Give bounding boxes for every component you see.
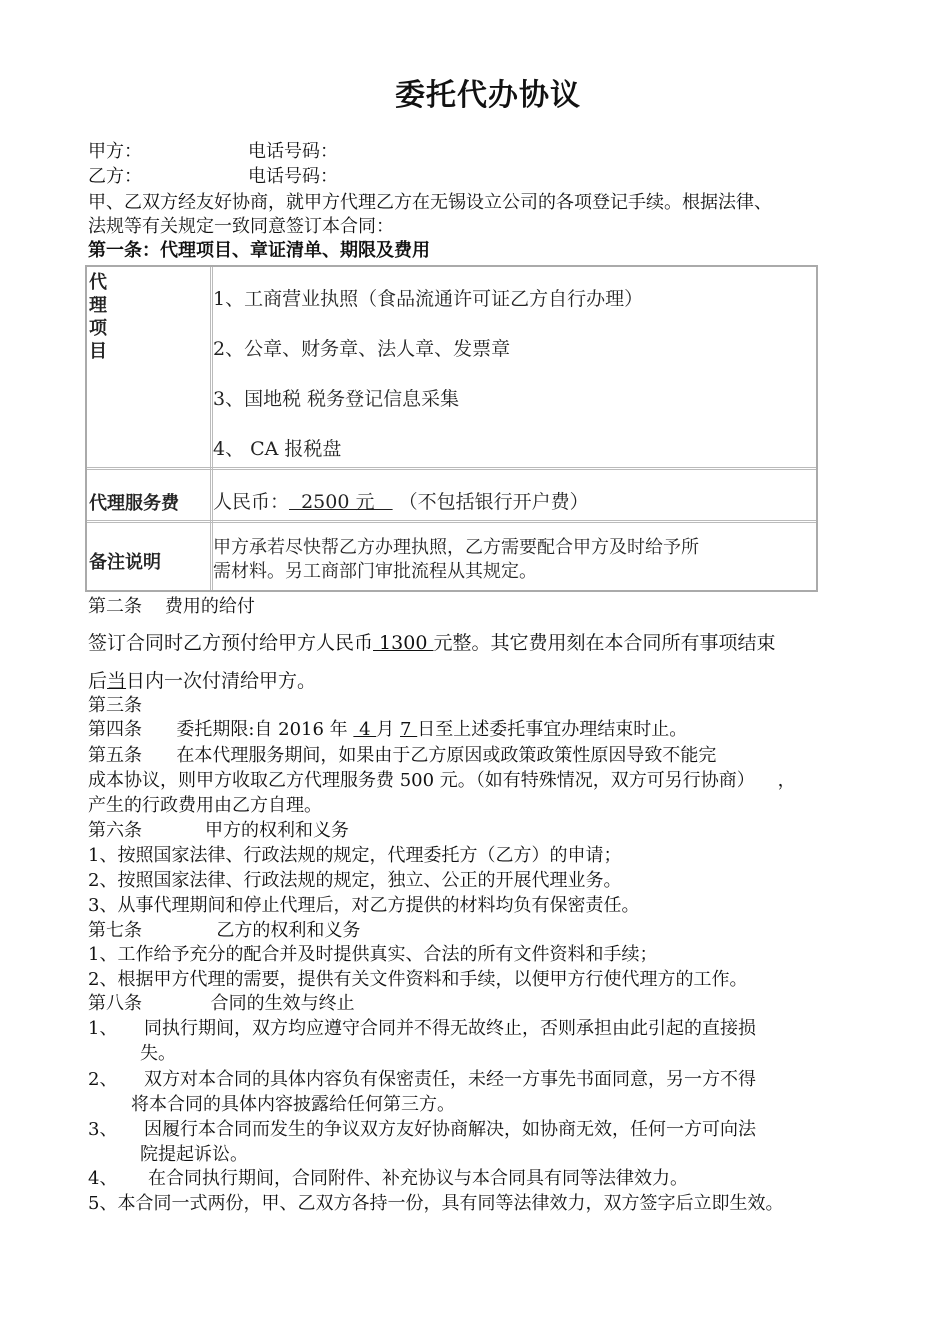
article5-line-3: 产生的行政费用由乙方自理。 [88,795,322,816]
article8-item-num: 1、 [88,1018,118,1039]
article8-item-num: 4、 [88,1168,118,1189]
article4-mid: 月 [376,719,401,740]
fee-note: （不包括银行开户费） [392,491,589,513]
party-a-label: 甲方： [88,141,142,162]
fee-amount: 2500 元 [289,491,393,513]
remarks-label: 备注说明 [89,552,161,573]
article2-line-2 [88,670,316,692]
document-title: 委托代办协议 [395,78,581,113]
article7-heading: 第七条 乙方的权利和义务 [88,920,361,941]
article4-day: 7 [400,719,418,740]
article8-item-5: 5、本合同一式两份，甲、乙双方各持一份，具有同等法律效力，双方签字后立即生效。 [88,1193,784,1214]
table-row-divider [87,467,816,470]
agency-table [85,265,818,592]
article8-item-line1: 因履行本合同而发生的争议双方友好协商解决，如协商无效，任何一方可向法 [144,1119,756,1140]
article7-item: 2、根据甲方代理的需要，提供有关文件资料和手续，以便甲方行使代理方的工作。 [88,969,748,990]
fee-label: 代理服务费 [89,493,179,514]
article2-line2-post: 日内一次付清给甲方。 [126,670,317,692]
article8-item-4 [88,1168,688,1190]
intro-line-2: 法规等有关规定一致同意签订本合同： [88,216,394,237]
article8-item-line1: 同执行期间，双方均应遵守合同并不得无故终止，否则承担由此引起的直接损 [144,1018,756,1039]
party-b-phone-label: 电话号码： [248,166,338,187]
party-b-line [88,166,338,188]
article4-month: 4 [353,719,377,740]
article4-line [88,719,687,741]
article7-item: 1、工作给予充分的配合并及时提供真实、合法的所有文件资料和手续； [88,944,658,965]
article8-item-3 [88,1119,756,1141]
article2-heading: 第二条 费用的给付 [88,596,255,617]
remarks-line-2: 需材料。另工商部门审批流程从其规定。 [213,561,537,582]
party-a-phone-label: 电话号码： [248,141,338,162]
agency-item: 1、工商营业执照（食品流通许可证乙方自行办理） [213,288,644,310]
article6-item: 1、按照国家法律、行政法规的规定，代理委托方（乙方）的申请； [88,845,622,866]
article2-text-pre: 签订合同时乙方预付给甲方人民币 [88,632,374,654]
article8-item-num: 3、 [88,1119,118,1140]
article8-item-line1: 双方对本合同的具体内容负有保密责任，未经一方事先书面同意，另一方不得 [144,1069,756,1090]
article2-text-post: 元整。其它费用刻在本合同所有事项结束 [433,632,776,654]
article2-amount: 1300 [373,632,434,654]
article8-item-1 [88,1018,756,1040]
article8-item-line1: 在合同执行期间，合同附件、补充协议与本合同具有同等法律效力。 [148,1168,688,1189]
article8-item-num: 2、 [88,1069,118,1090]
article8-item-line2: 将本合同的具体内容披露给任何第三方。 [131,1094,455,1115]
party-a-line [88,141,338,163]
article2-line2-underlined: 当 [107,670,127,692]
fee-value [213,487,589,514]
agency-item: 3、国地税 税务登记信息采集 [213,388,460,410]
article2-line-1 [88,632,775,654]
agency-item: 4、 CA 报税盘 [213,438,342,460]
article8-item-2 [88,1069,756,1091]
items-label: 代理项目 [89,272,107,362]
article8-heading: 第八条 合同的生效与终止 [88,993,355,1014]
article6-heading: 第六条 甲方的权利和义务 [88,820,349,841]
article6-item: 3、从事代理期间和停止代理后，对乙方提供的材料均负有保密责任。 [88,895,640,916]
article8-item-line2: 失。 [140,1043,176,1064]
article5-line-1: 第五条 在本代理服务期间，如果由于乙方原因或政策政策性原因导致不能完 [88,745,717,766]
party-b-label: 乙方： [88,166,142,187]
table-row-divider [87,520,816,523]
article4-pre: 第四条 委托期限:自 2016 年 [88,719,354,740]
article6-item: 2、按照国家法律、行政法规的规定，独立、公正的开展代理业务。 [88,870,622,891]
agency-item: 2、公章、财务章、法人章、发票章 [213,338,511,360]
remarks-line-1: 甲方承若尽快帮乙方办理执照，乙方需要配合甲方及时给予所 [213,537,699,558]
article5-line-2: 成本协议，则甲方收取乙方代理服务费 500 元。（如有特殊情况，双方可另行协商） ， [88,770,796,791]
article8-item-line2: 院提起诉讼。 [140,1144,248,1165]
article4-post: 日至上述委托事宜办理结束时止。 [417,719,688,740]
article2-line2-pre: 后 [88,670,108,692]
intro-line-1: 甲、乙双方经友好协商，就甲方代理乙方在无锡设立公司的各项登记手续。根据法律、 [88,192,772,213]
article1-heading: 第一条：代理项目、章证清单、期限及费用 [88,240,430,261]
article3-heading: 第三条 [88,695,142,716]
fee-prefix: 人民币： [213,491,290,513]
